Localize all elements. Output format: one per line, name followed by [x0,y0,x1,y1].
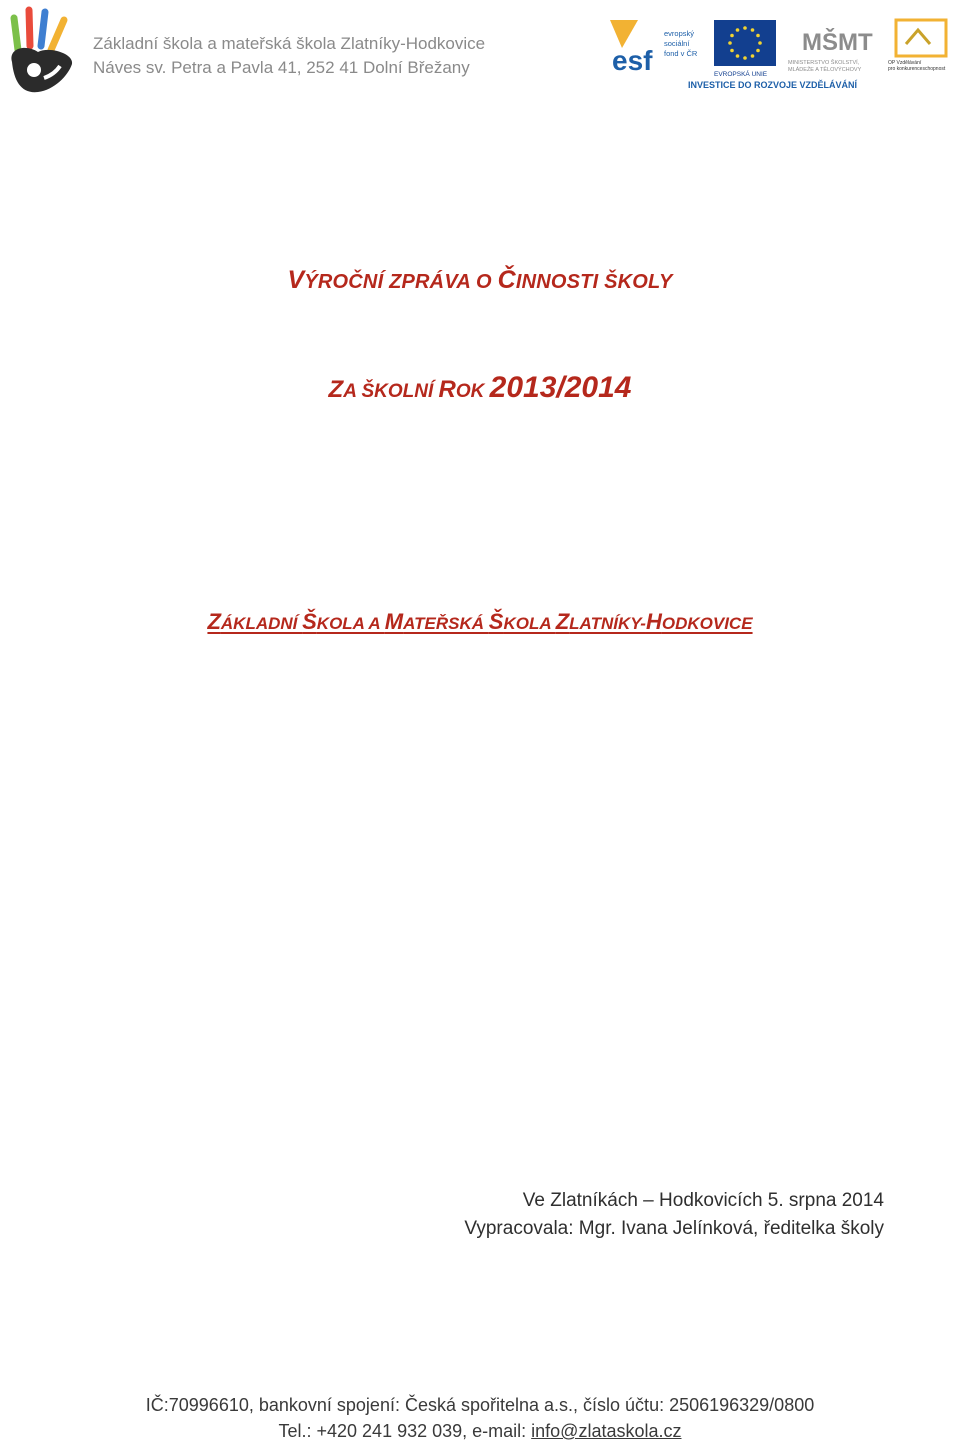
funding-tagline: INVESTICE DO ROZVOJE VZDĚLÁVÁNÍ [688,80,858,90]
eu-star [730,49,734,53]
eu-star [751,28,755,32]
page-footer [0,1392,960,1444]
report-title: VÝROČNÍ ZPRÁVA O ČINNOSTI ŠKOLY [287,266,673,294]
eu-star [728,41,732,45]
school-hand-logo [4,6,80,96]
eu-star [751,54,755,58]
esf-logo [610,20,708,76]
school-contact [93,32,485,80]
svg-text:MLÁDEŽE A TĚLOVÝCHOVY: MLÁDEŽE A TĚLOVÝCHOVY [788,67,862,73]
eu-star [736,54,740,58]
school-year-title: ZA ŠKOLNÍ ROK 2013/2014 [328,371,632,404]
eu-funding-logos [608,14,953,92]
page-header [0,0,960,100]
eu-star [736,28,740,32]
svg-text:fond v ČR: fond v ČR [664,49,698,58]
svg-text:evropský: evropský [664,29,695,38]
eu-star [743,26,747,30]
place-and-date: Ve Zlatníkách – Hodkovicích 5. srpna 2014 [522,1190,884,1211]
svg-text:OP Vzdělávání: OP Vzdělávání [888,60,922,66]
eu-star [756,34,760,38]
eu-flag-logo [714,20,776,78]
svg-text:sociální: sociální [664,39,690,48]
msmt-logo [788,28,873,73]
svg-text:pro konkurenceschopnost: pro konkurenceschopnost [888,66,946,72]
op-vk-logo [888,20,946,72]
eu-star [730,34,734,38]
svg-text:EVROPSKÁ UNIE: EVROPSKÁ UNIE [714,71,768,78]
svg-text:MINISTERSTVO ŠKOLSTVÍ,: MINISTERSTVO ŠKOLSTVÍ, [788,60,860,66]
school-name: Základní škola a mateřská škola Zlatníky-Hodkovice [93,34,486,53]
eu-star [758,41,762,45]
school-address: Náves sv. Petra a Pavla 41, 252 41 Dolní Břežany [93,58,470,77]
eu-star [756,49,760,53]
svg-text:esf: esf [612,45,653,76]
email-link[interactable]: info@zlataskola.cz [531,1421,682,1441]
school-full-name: ZÁKLADNÍ ŠKOLA A MATEŘSKÁ ŠKOLA ZLATNÍKY-HODKOVICE [207,609,753,634]
prepared-by: Vypracovala: Mgr. Ivana Jelínková, ředitelka školy [464,1218,884,1239]
footer-contact: Tel.: +420 241 932 039, e-mail: info@zlataskola.cz [278,1421,682,1441]
eu-star [743,56,747,60]
footer-company-info: IČ:70996610, bankovní spojení: Česká spořitelna a.s., číslo účtu: 2506196329/0800 [145,1395,815,1415]
svg-text:MŠMT: MŠMT [802,29,873,56]
